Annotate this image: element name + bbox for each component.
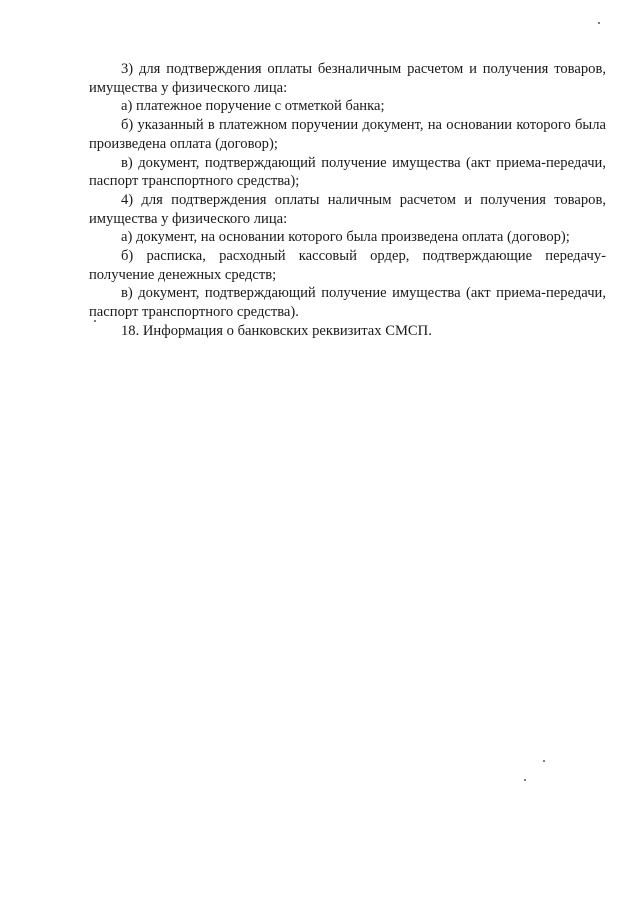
document-body [89, 60, 606, 341]
paragraph-3b: б) указанный в платежном поручении документ, на основании которого была произведена оплата (договор); [89, 117, 606, 152]
scan-speck [598, 22, 600, 24]
paragraph-4: 4) для подтверждения оплаты наличным расчетом и получения товаров, имущества у физического лица: [89, 191, 606, 227]
scan-speck [543, 760, 545, 762]
scan-speck [524, 779, 526, 781]
paragraph-3a: а) платежное поручение с отметкой банка; [121, 98, 385, 115]
paragraph-3: 3) для подтверждения оплаты безналичным расчетом и получения товаров, имущества у физического лица: [89, 61, 606, 96]
paragraph-4v: в) документ, подтверждающий получение имущества (акт приема-передачи, паспорт транспортного средства). [89, 285, 606, 321]
scan-speck [94, 320, 96, 322]
paragraph-4a: а) документ, на основании которого была произведена оплата (договор); [121, 229, 570, 246]
paragraph-18: 18. Информация о банковских реквизитах СМСП. [121, 322, 432, 339]
paragraph-3v: в) документ, подтверждающий получение имущества (акт приема-передачи, паспорт транспортного средства); [89, 154, 606, 190]
paragraph-4b: б) расписка, расходный кассовый ордер, подтверждающие передачу-получение денежных средств; [89, 248, 606, 283]
